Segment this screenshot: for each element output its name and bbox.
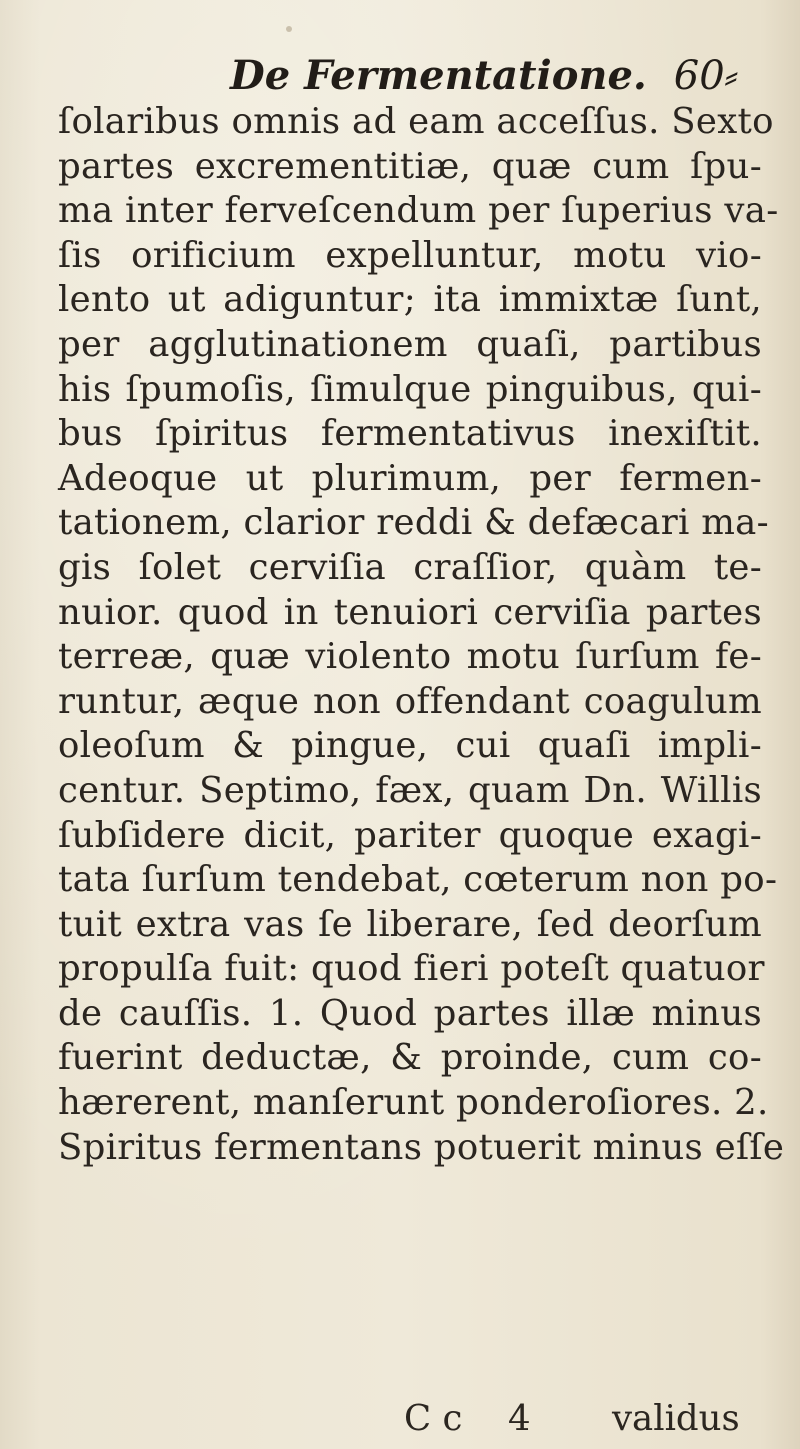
text-line: Adeoque ut plurimum, per fermen- [58,457,762,499]
text-line: his ſpumoſis, ſimulque pinguibus, qui- [58,368,762,410]
page-footer [0,1397,800,1441]
text-line: per agglutinationem quaſi, partibus [58,323,762,365]
signature-number: 4 [508,1398,531,1439]
text-line: propulſa fuit: quod fieri poteſt quatuor [58,948,765,990]
text-line: centur. Septimo, fæx, quam Dn. Willis [58,769,762,811]
text-line: nuior. quod in tenuiori cerviſia partes [58,591,762,633]
text-line: ſis orificium expelluntur, motu vio- [58,234,762,276]
text-line: tationem, clarior reddi & defæcari ma- [58,502,769,544]
paper-stain [286,26,292,32]
text-line: oleoſum & pingue, cui quaſi impli- [58,725,762,767]
text-line: ma inter ferveſcendum per ſuperius va- [58,190,779,232]
text-line: tuit extra vas ſe liberare, ſed deorſum [58,903,762,945]
text-line: ſolaribus omnis ad eam acceſſus. Sexto [58,101,774,142]
text-line: bus ſpiritus fermentativus inexiſtit. [58,413,762,455]
text-line: ſubſidere dicit, pariter quoque exagi- [58,814,762,856]
text-line: hærerent, manſerunt ponderoſiores. 2. [58,1082,769,1124]
signature-mark: C c [404,1398,463,1439]
text-line: lento ut adiguntur; ita immixtæ ſunt, [58,279,762,321]
text-line: gis ſolet cerviſia craſſior, quàm te- [58,546,762,588]
text-line: Spiritus fermentans potuerit minus eſſe [58,1126,785,1168]
text-line: tata ſurſum tendebat, cœterum non po- [58,859,778,901]
text-line: terreæ, quæ violento motu ſurſum fe- [58,636,762,678]
page-number: 60⸗ [673,53,738,99]
text-line: de cauſſis. 1. Quod partes illæ minus [58,992,762,1034]
text-line: runtur, æque non offendant coagulum [58,680,762,722]
text-line: fuerint deductæ, & proinde, cum co- [58,1037,762,1079]
running-head: De Fermentatione. [230,52,647,99]
body-text [58,100,785,1170]
catchword: validus [612,1398,740,1439]
text-line: partes excrementitiæ, quæ cum ſpu- [58,145,762,187]
